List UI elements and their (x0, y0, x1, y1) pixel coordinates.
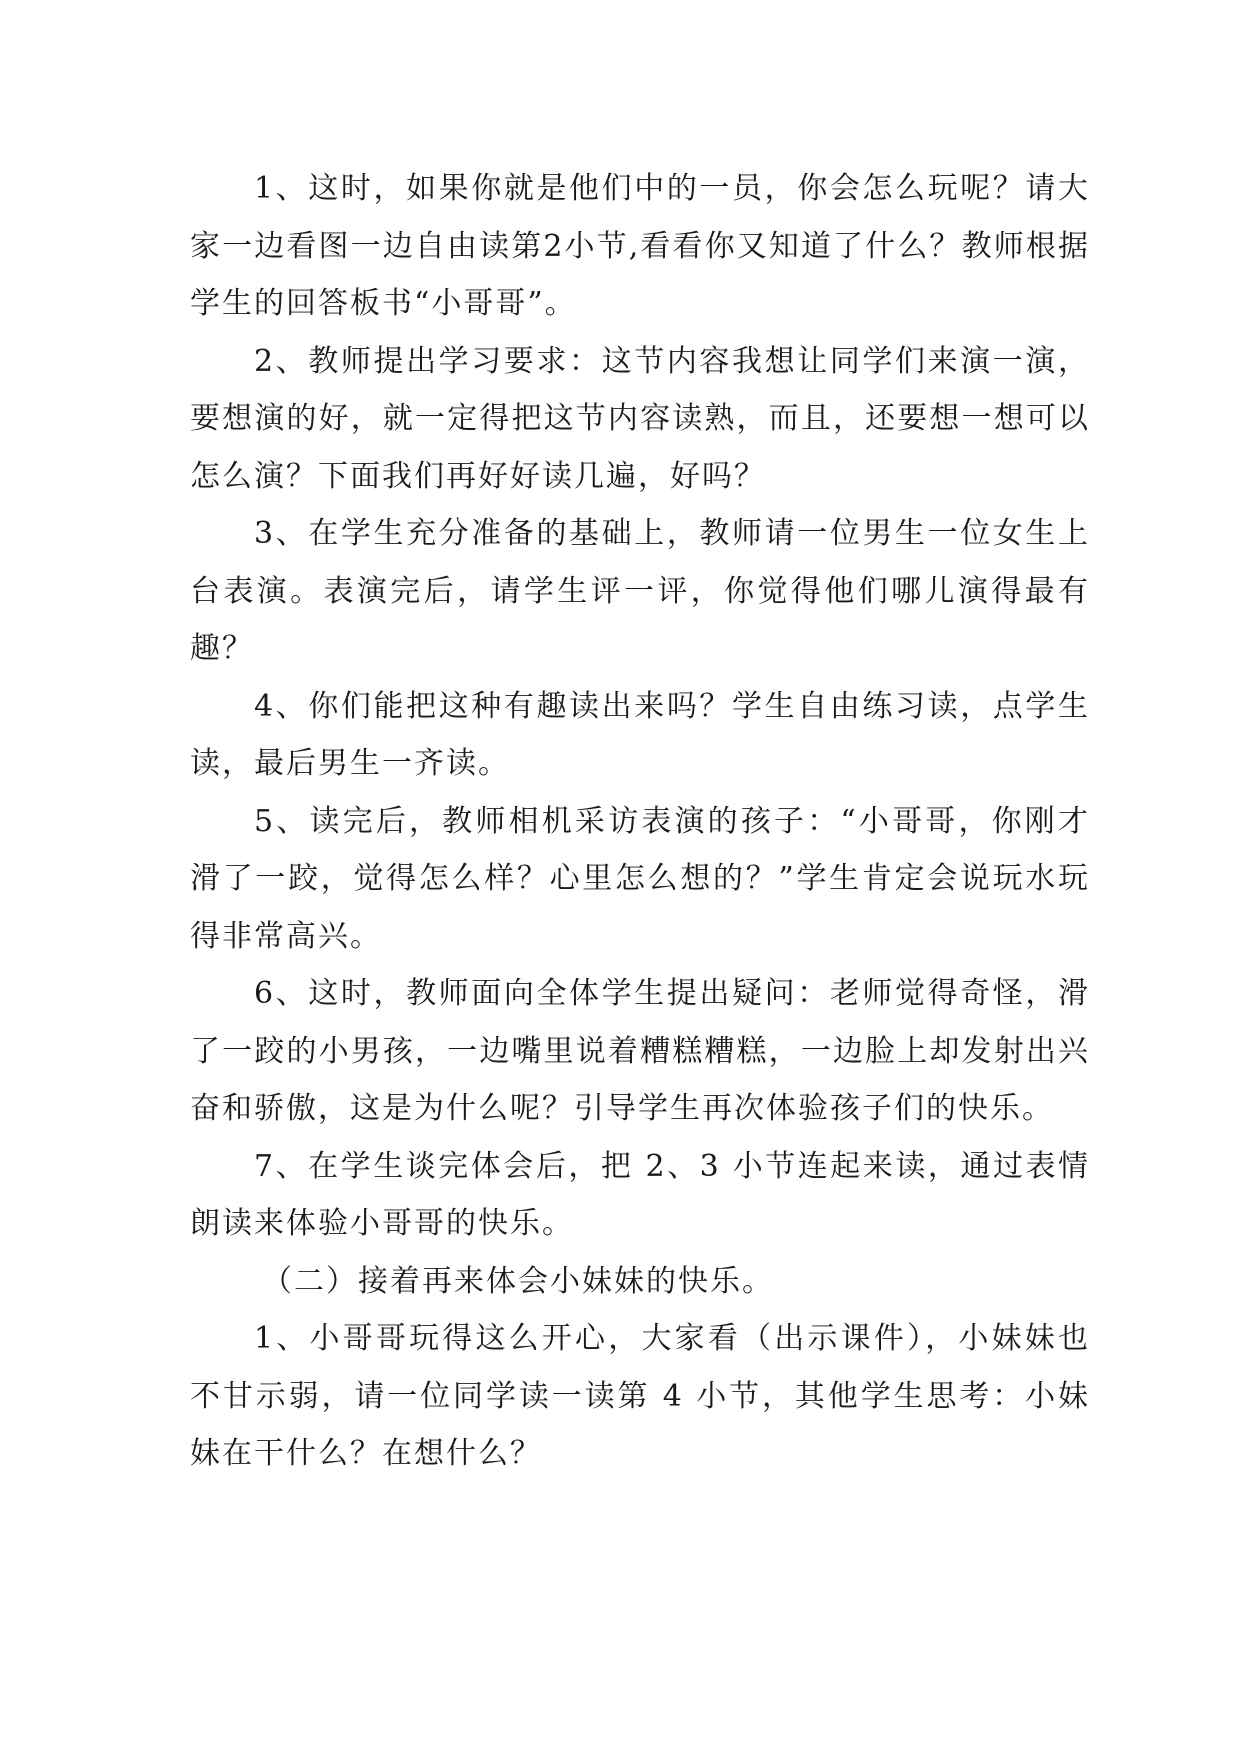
paragraph-4: 4、你们能把这种有趣读出来吗？学生自由练习读，点学生读，最后男生一齐读。 (190, 688, 1090, 781)
paragraph-7: 7、在学生谈完体会后，把 2、3 小节连起来读，通过表情朗读来体验小哥哥的快乐。 (190, 1148, 1090, 1241)
paragraph-8: 1、小哥哥玩得这么开心，大家看（出示课件），小妹妹也不甘示弱，请一位同学读一读第 4 小节，其他学生思考：小妹妹在干什么？在想什么？ (190, 1321, 1090, 1471)
document-body (190, 160, 1090, 1483)
paragraph-5: 5、读完后，教师相机采访表演的孩子：“小哥哥，你刚才滑了一跤，觉得怎么样？心里怎么想的？”学生肯定会说玩水玩得非常高兴。 (190, 803, 1090, 954)
paragraph-6: 6、这时，教师面向全体学生提出疑问：老师觉得奇怪，滑了一跤的小男孩，一边嘴里说着糟糕糟糕，一边脸上却发射出兴奋和骄傲，这是为什么呢？引导学生再次体验孩子们的快乐。 (190, 976, 1090, 1126)
paragraph-3: 3、在学生充分准备的基础上，教师请一位男生一位女生上台表演。表演完后，请学生评一评，你觉得他们哪儿演得最有趣？ (190, 516, 1090, 666)
paragraph-2: 2、教师提出学习要求：这节内容我想让同学们来演一演，要想演的好，就一定得把这节内容读熟，而且，还要想一想可以怎么演？下面我们再好好读几遍，好吗？ (190, 343, 1090, 494)
section-heading: （二）接着再来体会小妹妹的快乐。 (262, 1263, 774, 1299)
paragraph-1: 1、这时，如果你就是他们中的一员，你会怎么玩呢？请大家一边看图一边自由读第2小节,看看你又知道了什么？教师根据学生的回答板书“小哥哥”。 (190, 171, 1090, 321)
